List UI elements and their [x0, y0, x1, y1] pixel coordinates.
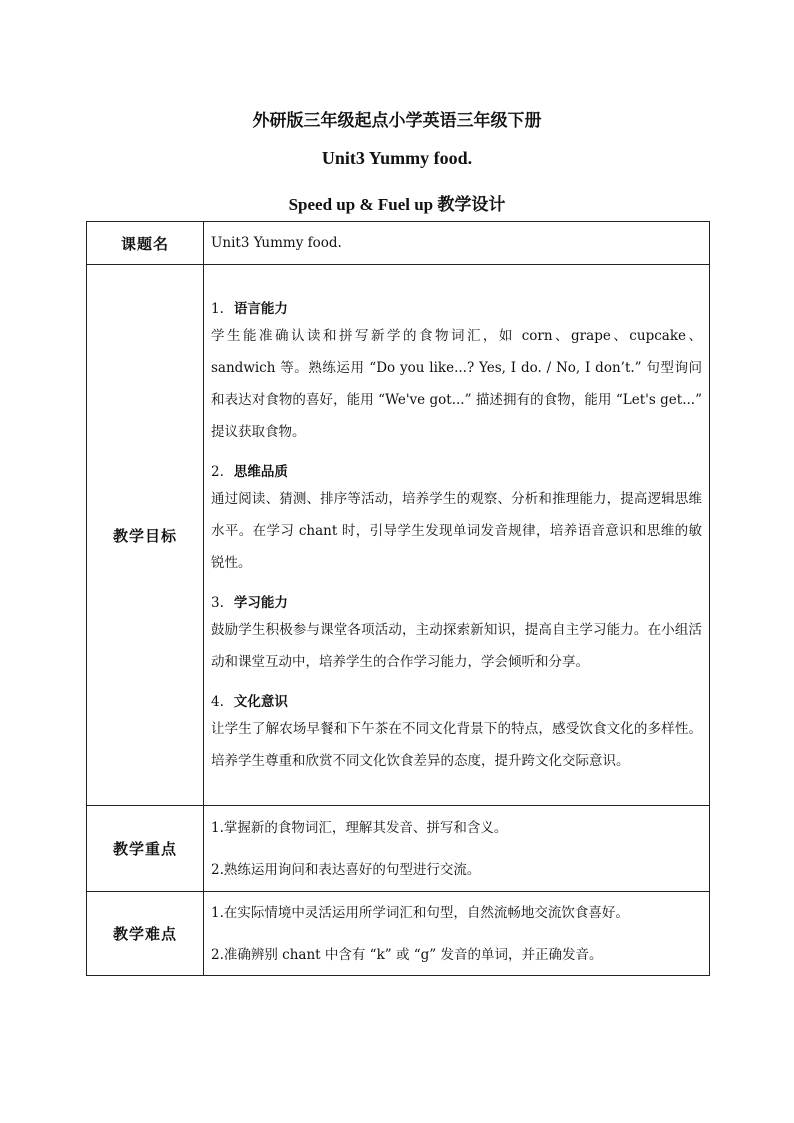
goal-heading	[211, 692, 702, 712]
goals-row	[87, 265, 710, 806]
goal-title: 思维品质	[233, 464, 288, 480]
key-points-label: 教学重点	[87, 806, 204, 892]
key-points-content	[204, 806, 710, 892]
lesson-plan-table	[86, 221, 710, 976]
goal-title: 语言能力	[233, 301, 288, 317]
goal-heading	[211, 593, 702, 613]
goal-number: 3.	[211, 595, 224, 611]
goal-body: 学生能准确认读和拼写新学的食物词汇，如 corn、grape、cupcake、sandwich 等。熟练运用 “Do you like...? Yes, I do. / No, I don’t.” 句型询问和表达对食物的喜好，能用 “We've got...” 描述拥有的食物，能用 “Let's get...” 提议获取食物。	[211, 328, 702, 440]
difficulties-content	[204, 892, 710, 976]
goal-title: 文化意识	[233, 694, 288, 710]
difficulties-label: 教学难点	[87, 892, 204, 976]
unit-title: Unit3 Yummy food.	[321, 148, 473, 168]
goal-section-thinking	[211, 462, 702, 579]
topic-value: Unit3 Yummy food.	[204, 222, 710, 265]
goal-body: 鼓励学生积极参与课堂各项活动，主动探索新知识，提高自主学习能力。在小组活动和课堂互动中，培养学生的合作学习能力，学会倾听和分享。	[211, 622, 702, 670]
goal-number: 1.	[211, 301, 224, 317]
goals-label: 教学目标	[87, 265, 204, 806]
difficulty-item: 1.在实际情境中灵活运用所学词汇和句型，自然流畅地交流饮食喜好。	[211, 904, 629, 921]
goal-number: 2.	[211, 464, 224, 480]
goal-title: 学习能力	[233, 595, 288, 611]
goal-body: 通过阅读、猜测、排序等活动，培养学生的观察、分析和推理能力，提高逻辑思维水平。在学习 chant 时，引导学生发现单词发音规律，培养语音意识和思维的敏锐性。	[211, 491, 702, 571]
lesson-title: Speed up & Fuel up 教学设计	[288, 195, 506, 214]
goals-content	[204, 265, 710, 806]
goal-section-culture	[211, 692, 702, 777]
document-title: 外研版三年级起点小学英语三年级下册	[252, 111, 542, 130]
goal-heading	[211, 299, 702, 319]
goal-section-learning	[211, 593, 702, 678]
topic-row	[87, 222, 710, 265]
key-points-row	[87, 806, 710, 892]
difficulty-item: 2.准确辨别 chant 中含有 “k” 或 “g” 发音的单词，并正确发音。	[211, 946, 603, 963]
goal-heading	[211, 462, 702, 482]
topic-label: 课题名	[87, 222, 204, 265]
goal-body: 让学生了解农场早餐和下午茶在不同文化背景下的特点，感受饮食文化的多样性。培养学生尊重和欣赏不同文化饮食差异的态度，提升跨文化交际意识。	[211, 721, 702, 769]
goal-number: 4.	[211, 694, 224, 710]
goal-section-language	[211, 299, 702, 448]
key-point-item: 1.掌握新的食物词汇，理解其发音、拼写和含义。	[211, 819, 508, 836]
key-point-item: 2.熟练运用询问和表达喜好的句型进行交流。	[211, 861, 481, 878]
difficulties-row	[87, 892, 710, 976]
